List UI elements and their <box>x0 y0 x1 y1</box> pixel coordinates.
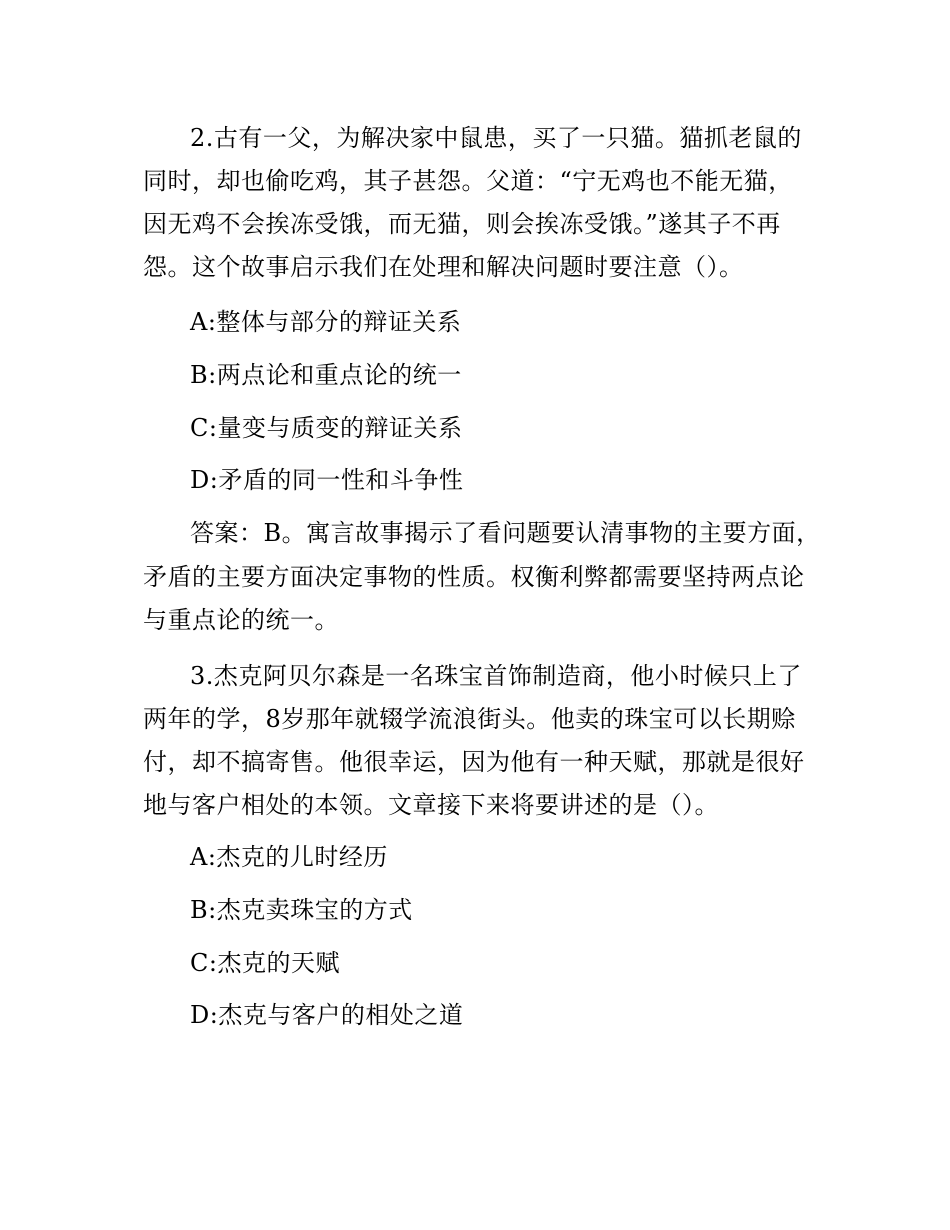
question-2-option-b: B:两点论和重点论的统一 <box>190 361 462 389</box>
question-3-line-1: 3.杰克阿贝尔森是一名珠宝首饰制造商，他小时候只上了 <box>190 662 802 690</box>
question-2-answer-line-2: 矛盾的主要方面决定事物的性质。权衡利弊都需要坚持两点论 <box>143 563 805 591</box>
question-2-option-c: C:量变与质变的辩证关系 <box>190 414 463 442</box>
question-2-line-3: 因无鸡不会挨冻受饿，而无猫，则会挨冻受饿。”遂其子不再 <box>143 210 781 238</box>
question-3-option-b: B:杰克卖珠宝的方式 <box>190 896 413 924</box>
question-2-line-1: 2.古有一父，为解决家中鼠患，买了一只猫。猫抓老鼠的 <box>190 124 802 152</box>
question-2-answer-line-1: 答案：B。寓言故事揭示了看问题要认清事物的主要方面， <box>190 519 821 547</box>
question-3-option-d: D:杰克与客户的相处之道 <box>190 1001 464 1029</box>
question-2-option-a: A:整体与部分的辩证关系 <box>190 308 462 336</box>
question-3-line-2: 两年的学，8岁那年就辍学流浪街头。他卖的珠宝可以长期赊 <box>143 705 796 733</box>
question-3-option-c: C:杰克的天赋 <box>190 949 340 977</box>
question-2-answer-line-3: 与重点论的统一。 <box>143 606 339 634</box>
question-2-line-4: 怨。这个故事启示我们在处理和解决问题时要注意（）。 <box>143 253 744 281</box>
question-3-option-a: A:杰克的儿时经历 <box>190 843 388 871</box>
question-3-line-4: 地与客户相处的本领。文章接下来将要讲述的是（）。 <box>143 791 719 819</box>
question-2-option-d: D:矛盾的同一性和斗争性 <box>190 466 464 494</box>
question-3-line-3: 付，却不搞寄售。他很幸运，因为他有一种天赋，那就是很好 <box>143 748 805 776</box>
question-2-line-2: 同时，却也偷吃鸡，其子甚怨。父道：“宁无鸡也不能无猫， <box>143 167 793 195</box>
